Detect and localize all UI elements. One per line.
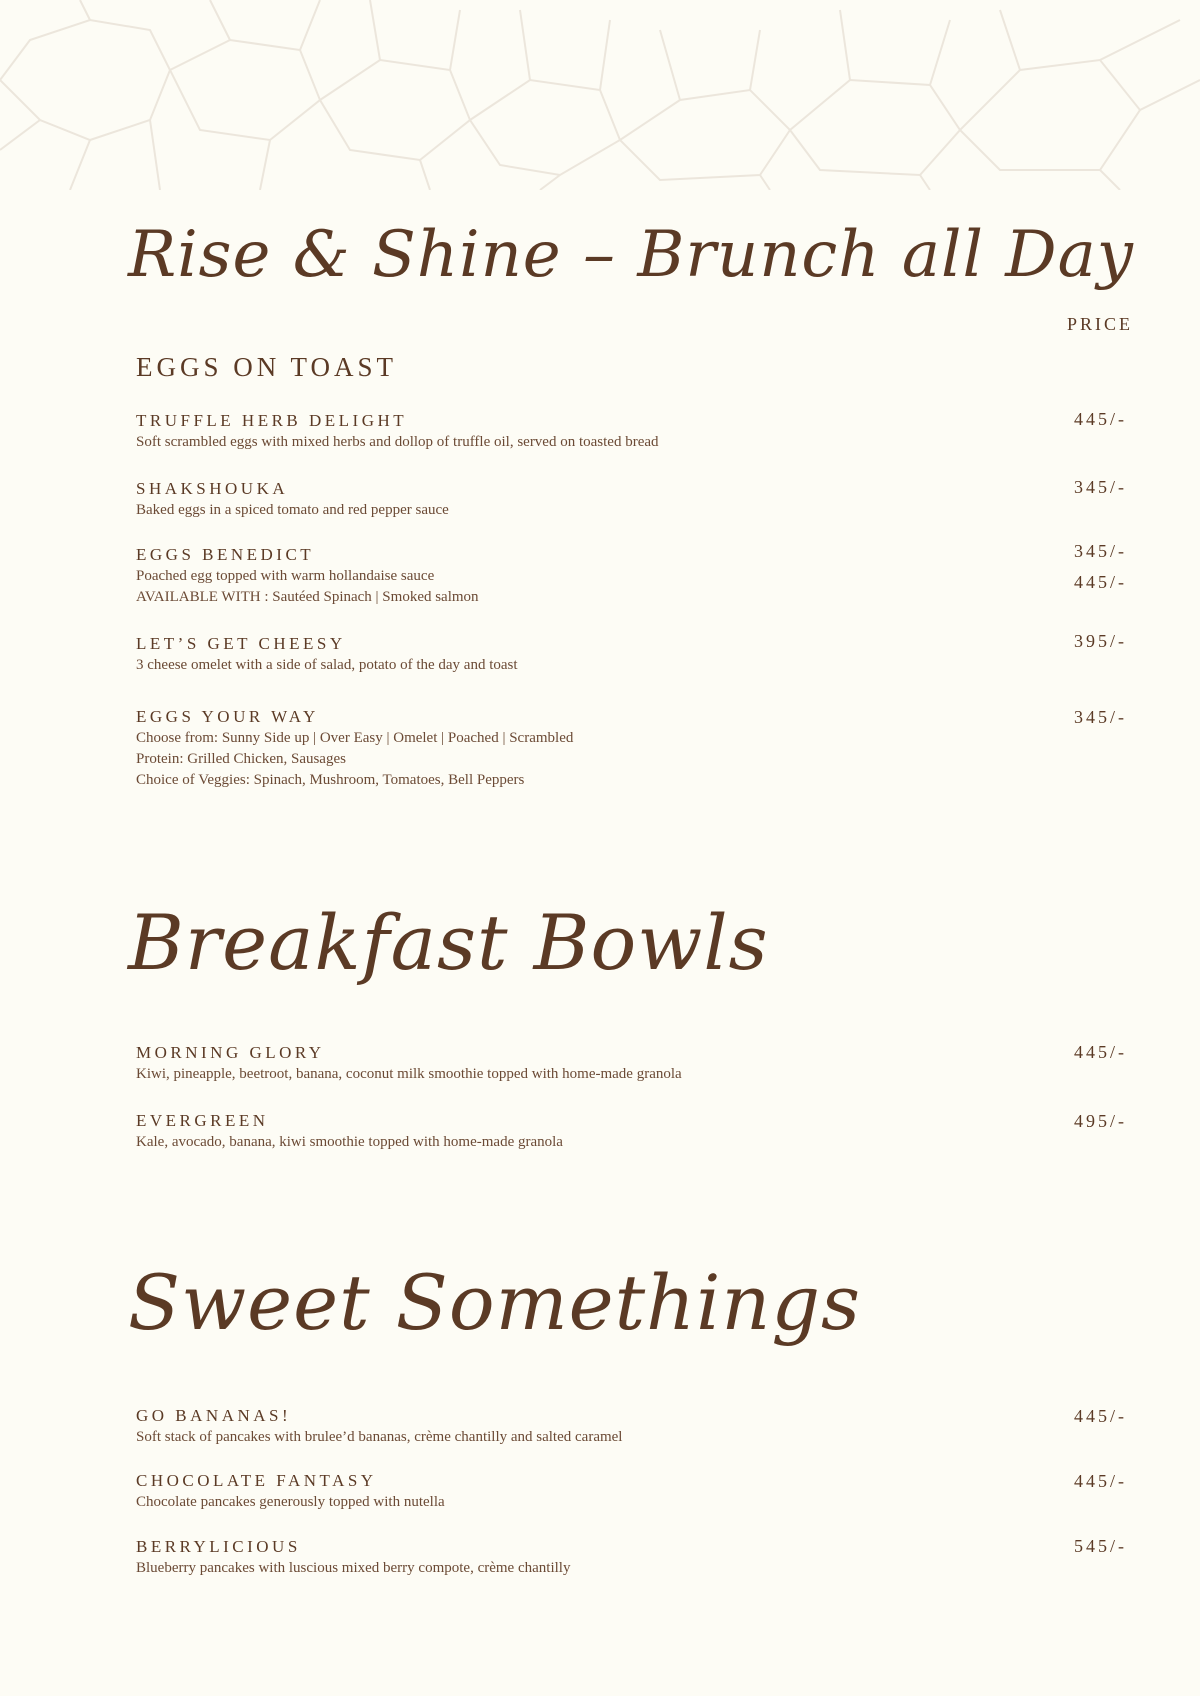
menu-item-price: 345/- bbox=[1074, 707, 1127, 727]
menu-item-name: SHAKSHOUKA bbox=[136, 479, 289, 498]
menu-item-price: 495/- bbox=[1074, 1111, 1127, 1131]
menu-item-price: 445/- bbox=[1074, 1471, 1127, 1491]
background-pattern bbox=[0, 0, 1200, 190]
menu-item bbox=[136, 1110, 1036, 1153]
menu-item-description: AVAILABLE WITH : Sautéed Spinach | Smoked salmon bbox=[136, 589, 479, 605]
menu-item bbox=[136, 1470, 1036, 1513]
menu-item-description: Blueberry pancakes with luscious mixed berry compote, crème chantilly bbox=[136, 1560, 571, 1576]
menu-item-price: 545/- bbox=[1074, 1536, 1127, 1556]
menu-item-description: Soft stack of pancakes with brulee’d bananas, crème chantilly and salted caramel bbox=[136, 1429, 623, 1445]
menu-item-price: 345/- bbox=[1074, 477, 1127, 497]
menu-item-name: BERRYLICIOUS bbox=[136, 1537, 301, 1556]
menu-item-description: Soft scrambled eggs with mixed herbs and dollop of truffle oil, served on toasted bread bbox=[136, 434, 659, 450]
menu-item-description: 3 cheese omelet with a side of salad, potato of the day and toast bbox=[136, 657, 518, 673]
menu-item bbox=[136, 1042, 1036, 1085]
menu-item-price: 445/- bbox=[1074, 1042, 1127, 1062]
menu-item-name: LET’S GET CHEESY bbox=[136, 634, 346, 653]
menu-item-price: 445/- bbox=[1074, 1406, 1127, 1426]
menu-item bbox=[136, 706, 1036, 791]
menu-item-description: Kale, avocado, banana, kiwi smoothie topped with home-made granola bbox=[136, 1134, 563, 1150]
menu-item bbox=[136, 478, 1036, 521]
menu-item-price: 395/- bbox=[1074, 631, 1127, 651]
eggs-on-toast-heading: EGGS ON TOAST bbox=[136, 352, 398, 382]
menu-item-price: 345/- bbox=[1074, 541, 1127, 561]
menu-item-description: Choice of Veggies: Spinach, Mushroom, Tomatoes, Bell Peppers bbox=[136, 772, 525, 788]
menu-item-name: GO BANANAS! bbox=[136, 1406, 292, 1425]
sweet-somethings-title: Sweet Somethings bbox=[128, 1258, 862, 1347]
menu-item-name: TRUFFLE HERB DELIGHT bbox=[136, 411, 408, 430]
menu-item-description: Kiwi, pineapple, beetroot, banana, coconut milk smoothie topped with home-made granola bbox=[136, 1066, 682, 1082]
menu-item-description: Choose from: Sunny Side up | Over Easy | Omelet | Poached | Scrambled bbox=[136, 730, 574, 746]
menu-item bbox=[136, 633, 1036, 676]
menu-item-description: Chocolate pancakes generously topped with nutella bbox=[136, 1494, 445, 1510]
menu-item-name: CHOCOLATE FANTASY bbox=[136, 1471, 377, 1490]
menu-item-name: EVERGREEN bbox=[136, 1111, 269, 1130]
menu-item-description: Poached egg topped with warm hollandaise sauce bbox=[136, 568, 435, 584]
menu-item-price: 445/- bbox=[1074, 409, 1127, 429]
menu-item-name: EGGS YOUR WAY bbox=[136, 707, 319, 726]
menu-item bbox=[136, 544, 1036, 608]
price-column-header: PRICE bbox=[1067, 314, 1134, 334]
menu-item-description: Baked eggs in a spiced tomato and red pepper sauce bbox=[136, 502, 449, 518]
breakfast-bowls-title: Breakfast Bowls bbox=[128, 898, 769, 987]
menu-item-name: EGGS BENEDICT bbox=[136, 545, 315, 564]
menu-item bbox=[136, 1536, 1036, 1579]
menu-item bbox=[136, 1405, 1036, 1448]
menu-item-price: 445/- bbox=[1074, 572, 1127, 592]
menu-item-description: Protein: Grilled Chicken, Sausages bbox=[136, 751, 346, 767]
brunch-section-title: Rise & Shine – Brunch all Day bbox=[128, 218, 1134, 292]
menu-item-name: MORNING GLORY bbox=[136, 1043, 325, 1062]
menu-item bbox=[136, 410, 1036, 453]
